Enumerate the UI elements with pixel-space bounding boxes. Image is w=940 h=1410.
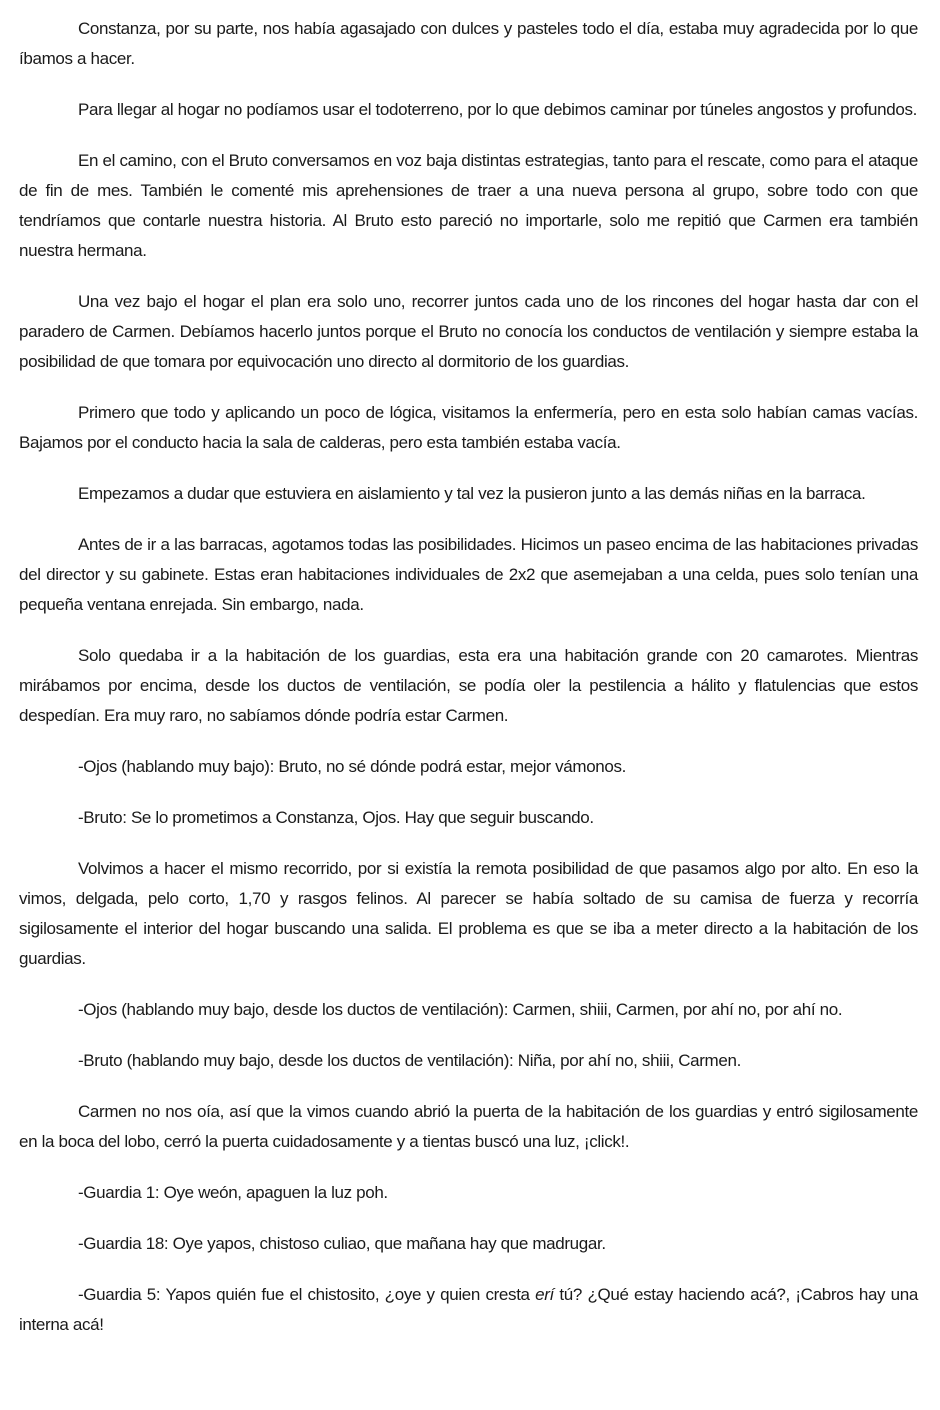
dialogue-text-before: -Guardia 5: Yapos quién fue el chistosito, ¿oye y quien cresta xyxy=(78,1285,536,1304)
paragraph: En el camino, con el Bruto conversamos en voz baja distintas estrategias, tanto para el rescate, como para el ataque de fin de mes. También le comenté mis aprehensiones de traer a una nueva persona al grupo, sobre todo con que tendríamos que contarle nuestra historia. Al Bruto esto pareció no importarle, solo me repitió que Carmen era también nuestra hermana. xyxy=(19,151,918,260)
dialogue-line: -Guardia 1: Oye weón, apaguen la luz poh. xyxy=(78,1183,388,1202)
dialogue-line: -Guardia 18: Oye yapos, chistoso culiao, que mañana hay que madrugar. xyxy=(78,1234,606,1253)
paragraph: Primero que todo y aplicando un poco de lógica, visitamos la enfermería, pero en esta solo habían camas vacías. Bajamos por el conducto hacia la sala de calderas, pero esta también estaba vacía. xyxy=(19,403,918,452)
dialogue-text-after: tú? ¿Qué estay haciendo acá?, ¡Cabros hay una interna acá! xyxy=(19,1285,918,1334)
dialogue-line: -Ojos (hablando muy bajo): Bruto, no sé dónde podrá estar, mejor vámonos. xyxy=(78,757,627,776)
paragraph: Volvimos a hacer el mismo recorrido, por si existía la remota posibilidad de que pasamos algo por alto. En eso la vimos, delgada, pelo corto, 1,70 y rasgos felinos. Al parecer se había soltado de su camisa de fuerza y recorría sigilosamente el interior del hogar buscando una salida. El problema es que se iba a meter directo a la habitación de los guardias. xyxy=(19,859,918,968)
paragraph: Carmen no nos oía, así que la vimos cuando abrió la puerta de la habitación de los guardias y entró sigilosamente en la boca del lobo, cerró la puerta cuidadosamente y a tientas buscó una luz, ¡click!. xyxy=(19,1102,918,1151)
paragraph: Solo quedaba ir a la habitación de los guardias, esta era una habitación grande con 20 camarotes. Mientras mirábamos por encima, desde los ductos de ventilación, se podía oler la pestilencia a hálito y flatulencias que estos despedían. Era muy raro, no sabíamos dónde podría estar Carmen. xyxy=(19,646,918,725)
dialogue-line: -Bruto: Se lo prometimos a Constanza, Ojos. Hay que seguir buscando. xyxy=(78,808,594,827)
paragraph: Constanza, por su parte, nos había agasajado con dulces y pasteles todo el día, estaba muy agradecida por lo que íbamos a hacer. xyxy=(19,19,918,68)
dialogue-line-last xyxy=(19,1280,918,1340)
dialogue-line: -Bruto (hablando muy bajo, desde los ductos de ventilación): Niña, por ahí no, shiii, Carmen. xyxy=(78,1051,741,1070)
dialogue-text-italic: erí xyxy=(535,1285,554,1304)
dialogue-line: -Ojos (hablando muy bajo, desde los ductos de ventilación): Carmen, shiii, Carmen, por ahí no, por ahí no. xyxy=(78,1000,843,1019)
paragraph: Una vez bajo el hogar el plan era solo uno, recorrer juntos cada uno de los rincones del hogar hasta dar con el paradero de Carmen. Debíamos hacerlo juntos porque el Bruto no conocía los conductos de ventilación y siempre estaba la posibilidad de que tomara por equivocación uno directo al dormitorio de los guardias. xyxy=(19,292,918,371)
paragraph: Para llegar al hogar no podíamos usar el todoterreno, por lo que debimos caminar por túneles angostos y profundos. xyxy=(78,100,917,119)
paragraph: Empezamos a dudar que estuviera en aislamiento y tal vez la pusieron junto a las demás niñas en la barraca. xyxy=(78,484,866,503)
paragraph: Antes de ir a las barracas, agotamos todas las posibilidades. Hicimos un paseo encima de las habitaciones privadas del director y su gabinete. Estas eran habitaciones individuales de 2x2 que asemejaban a una celda, pues solo tenían una pequeña ventana enrejada. Sin embargo, nada. xyxy=(19,535,918,614)
